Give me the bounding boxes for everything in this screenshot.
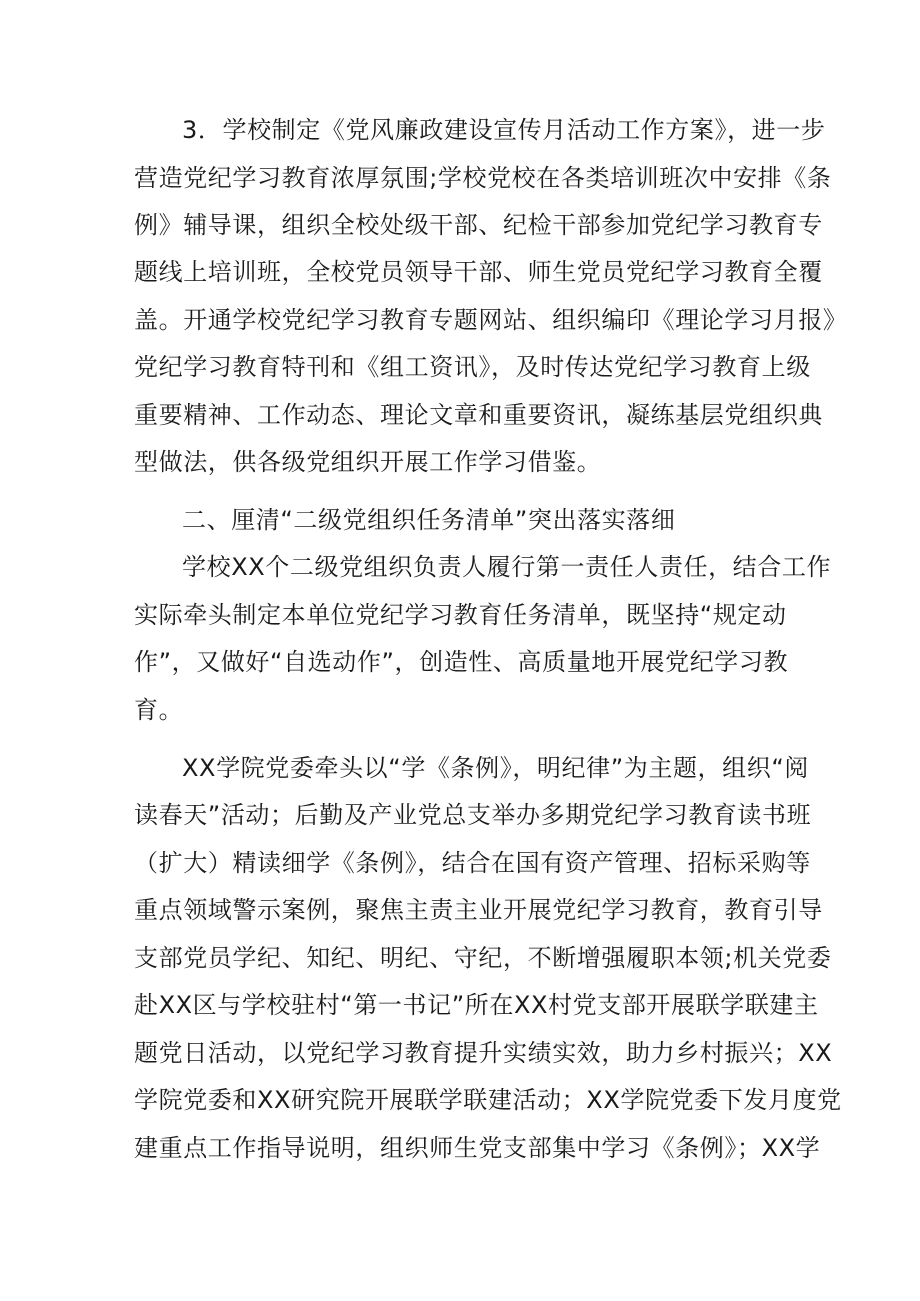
- text-line: 育。: [134, 696, 184, 724]
- text-line: 赴XX区与学校驻村“第一书记”所在XX村党支部开展联学联建主: [134, 991, 819, 1019]
- text-line: 党纪学习教育特刊和《组工资讯》，及时传达党纪学习教育上级: [134, 353, 811, 381]
- text-line: 重要精神、工作动态、理论文章和重要资讯，凝练基层党组织典: [134, 401, 823, 429]
- text-line: XX学院党委牵头以“学《条例》，明纪律”为主题，组织“阅: [182, 754, 809, 782]
- text-line: 重点领域警示案例，聚焦主责主业开展党纪学习教育，教育引导: [134, 896, 823, 924]
- text-line: 学院党委和XX研究院开展联学联建活动；XX学院党委下发月度党: [134, 1086, 842, 1114]
- text-line: 盖。开通学校党纪学习教育专题网站、组织编印《理论学习月报》: [134, 306, 848, 334]
- text-line: 支部党员学纪、知纪、明纪、守纪，不断增强履职本领;机关党委: [134, 944, 832, 972]
- text-line: 题党日活动，以党纪学习教育提升实绩实效，助力乡村振兴；XX: [134, 1039, 833, 1067]
- text-line: 营造党纪学习教育浓厚氛围;学校党校在各类培训班次中安排《条: [134, 164, 832, 192]
- text-line: 例》辅导课，组织全校处级干部、纪检干部参加党纪学习教育专: [134, 211, 823, 239]
- text-line: （扩大）精读细学《条例》，结合在国有资产管理、招标采购等: [134, 849, 811, 877]
- text-line: 建重点工作指导说明，组织师生党支部集中学习《条例》；XX学: [134, 1134, 821, 1162]
- text-line: 作”，又做好“自选动作”，创造性、高质量地开展党纪学习教: [134, 648, 789, 676]
- text-line: 实际牵头制定本单位党纪学习教育任务清单，既坚持“规定动: [134, 601, 787, 629]
- text-line: 3．学校制定《党风廉政建设宣传月活动工作方案》，进一步: [182, 116, 826, 144]
- text-line: 题线上培训班，全校党员领导干部、师生党员党纪学习教育全覆: [134, 258, 823, 286]
- text-line: 读春天”活动；后勤及产业党总支举办多期党纪学习教育读书班: [134, 801, 812, 829]
- section-heading: 二、厘清“二级党组织任务清单”突出落实落细: [182, 506, 676, 534]
- text-line: 学校XX个二级党组织负责人履行第一责任人责任，结合工作: [182, 553, 832, 581]
- text-line: 型做法，供各级党组织开展工作学习借鉴。: [134, 448, 602, 476]
